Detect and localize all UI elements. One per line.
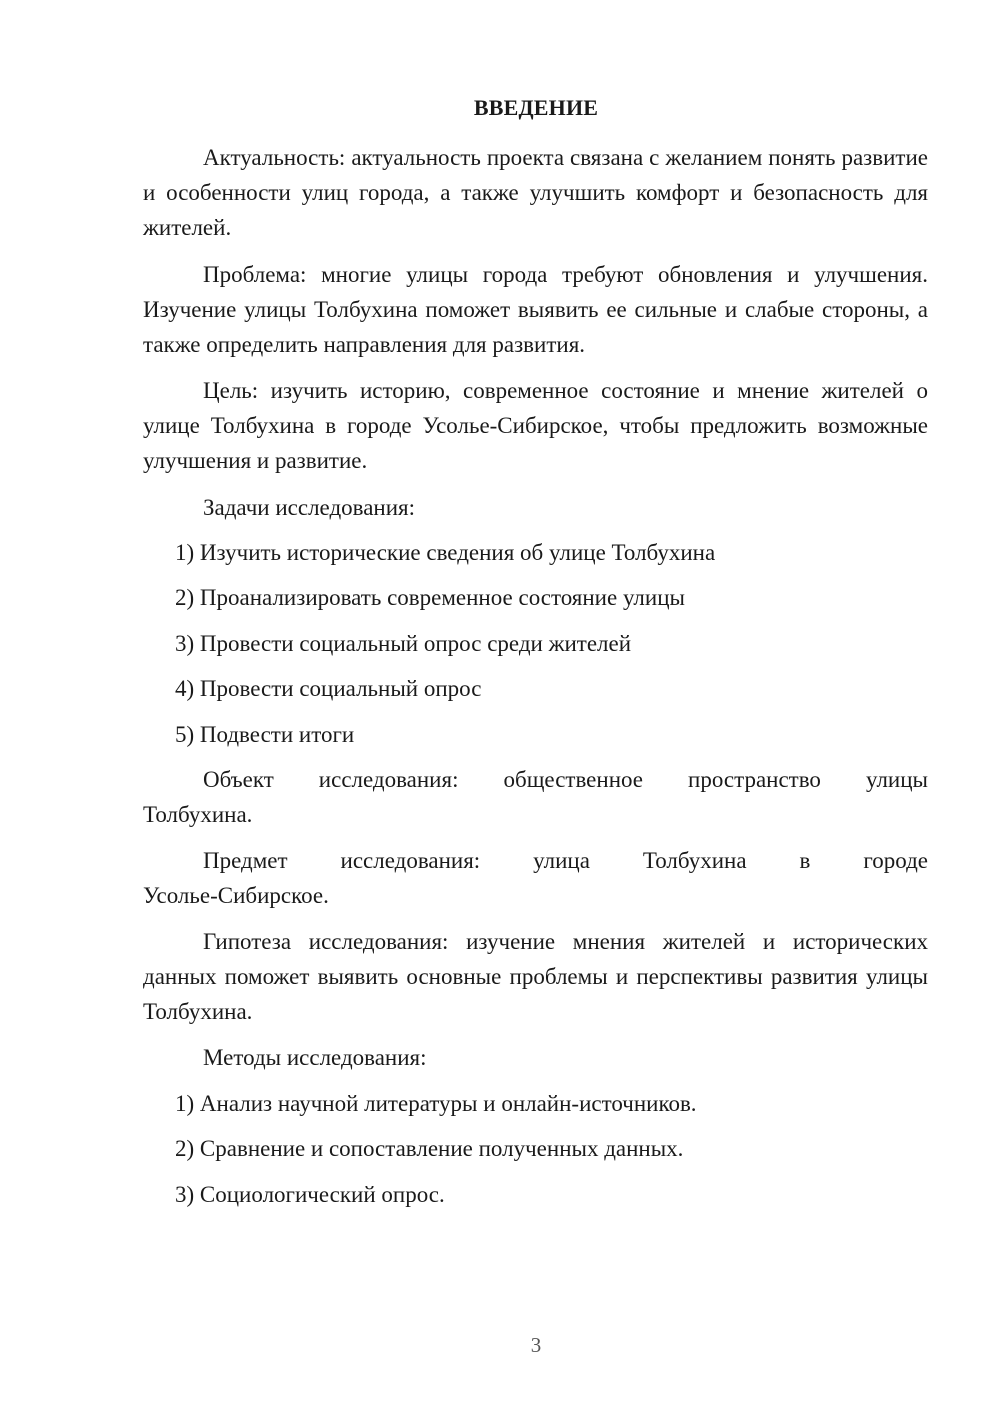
task-item: 2) Проанализировать современное состояние улицы	[175, 585, 685, 610]
page-title: ВВЕДЕНИЕ	[473, 95, 599, 120]
problem-paragraph: Проблема: многие улицы города требуют обновления и улучшения. Изучение улицы Толбухина поможет выявить ее сильные и слабые стороны, а также определить направления для развития.	[143, 262, 928, 357]
method-item: 2) Сравнение и сопоставление полученных данных.	[175, 1136, 684, 1161]
task-item: 5) Подвести итоги	[175, 722, 355, 747]
goal-paragraph: Цель: изучить историю, современное состояние и мнение жителей о улице Толбухина в городе Усолье-Сибирское, чтобы предложить возможные улучшения и развитие.	[143, 378, 928, 473]
task-item: 3) Провести социальный опрос среди жителей	[175, 631, 632, 656]
method-item: 3) Социологический опрос.	[175, 1182, 445, 1207]
subject-line: Предмет исследования: улица Толбухина в городе	[203, 848, 928, 873]
hypothesis-paragraph: Гипотеза исследования: изучение мнения жителей и исторических данных поможет выявить основные проблемы и перспективы развития улицы Толбухина.	[143, 929, 928, 1024]
subject-line-end: Усолье-Сибирское.	[143, 883, 329, 908]
page-number: 3	[530, 1333, 542, 1357]
object-line: Объект исследования: общественное пространство улицы	[203, 767, 928, 792]
task-item: 1) Изучить исторические сведения об улице Толбухина	[175, 540, 716, 565]
methods-heading: Методы исследования:	[203, 1045, 427, 1070]
task-item: 4) Провести социальный опрос	[175, 676, 482, 701]
tasks-heading: Задачи исследования:	[203, 495, 416, 520]
method-item: 1) Анализ научной литературы и онлайн-источников.	[175, 1091, 697, 1116]
object-line-end: Толбухина.	[143, 802, 253, 827]
relevance-paragraph: Актуальность: актуальность проекта связана с желанием понять развитие и особенности улиц города, а также улучшить комфорт и безопасность для жителей.	[143, 145, 928, 240]
